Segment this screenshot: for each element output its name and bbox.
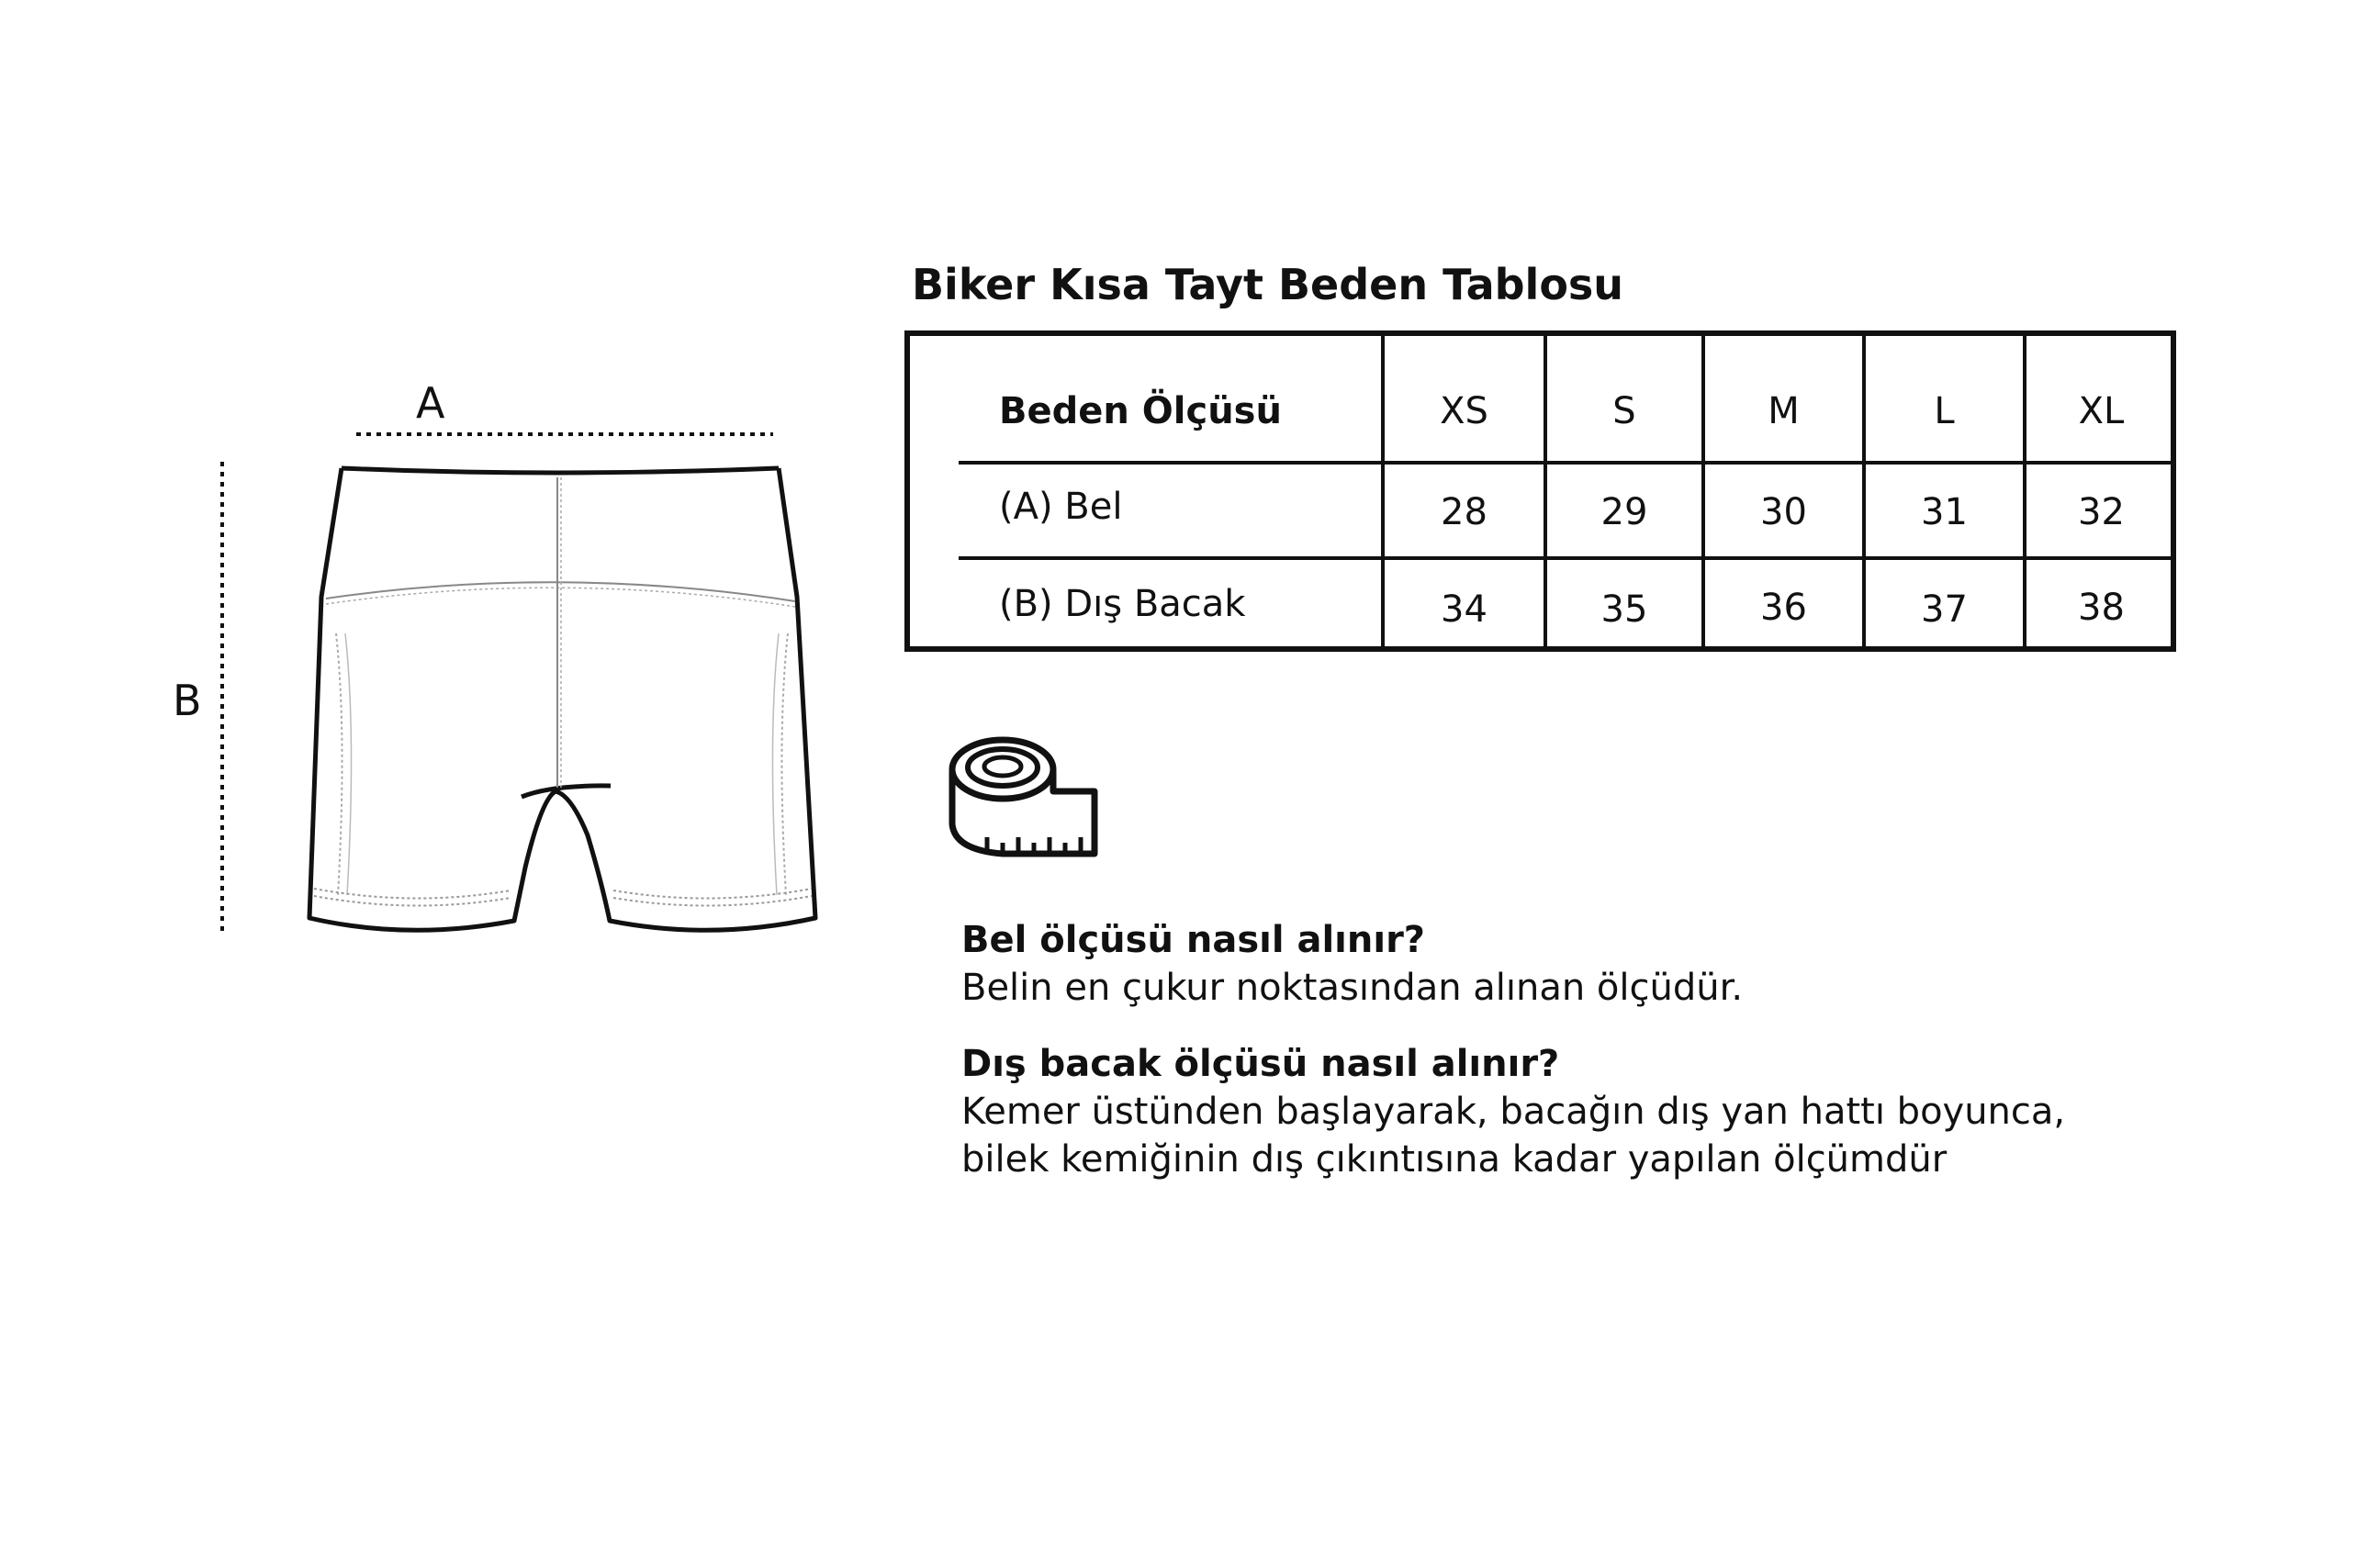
- header-size-m: M: [1768, 390, 1800, 432]
- size-table-title: Biker Kısa Tayt Beden Tablosu: [912, 260, 1624, 309]
- table-cell: 37: [1921, 588, 1968, 631]
- dimension-label-a: A: [416, 378, 445, 428]
- table-cell: 31: [1921, 491, 1968, 533]
- size-table: [904, 330, 2176, 652]
- table-cell: 36: [1760, 587, 1807, 629]
- shorts-outline-icon: [0, 0, 881, 1010]
- table-cell: 38: [2078, 587, 2125, 629]
- header-size-xs: XS: [1440, 390, 1488, 432]
- waist-measurement-info: [961, 916, 2247, 1012]
- waist-question: Bel ölçüsü nasıl alınır?: [961, 919, 1425, 961]
- header-label: Beden Ölçüsü: [999, 390, 1282, 432]
- outer-leg-question: Dış bacak ölçüsü nasıl alınır?: [961, 1043, 1560, 1085]
- measuring-tape-icon: [946, 734, 1111, 863]
- header-size-xl: XL: [2078, 390, 2125, 432]
- table-cell: 30: [1760, 491, 1807, 533]
- header-size-s: S: [1612, 390, 1636, 432]
- table-cell: 34: [1441, 588, 1488, 631]
- row-label-outer-leg: (B) Dış Bacak: [999, 583, 1246, 625]
- header-size-l: L: [1934, 390, 1955, 432]
- table-divider: [959, 461, 2171, 465]
- table-cell: 29: [1600, 491, 1648, 533]
- outer-leg-measurement-info: [961, 1040, 2247, 1183]
- table-cell: 28: [1441, 491, 1488, 533]
- outer-leg-answer-line-1: Kemer üstünden başlayarak, bacağın dış yan hattı boyunca,: [961, 1091, 2066, 1133]
- row-label-waist: (A) Bel: [999, 486, 1123, 528]
- dimension-label-b: B: [173, 676, 202, 725]
- table-divider: [959, 556, 2171, 560]
- waist-answer: Belin en çukur noktasından alınan ölçüdür.: [961, 967, 1744, 1009]
- table-cell: 35: [1600, 588, 1648, 631]
- table-cell: 32: [2078, 491, 2125, 533]
- outer-leg-answer-line-2: bilek kemiğinin dış çıkıntısına kadar yapılan ölçümdür: [961, 1138, 1948, 1181]
- shorts-diagram: [0, 0, 881, 1010]
